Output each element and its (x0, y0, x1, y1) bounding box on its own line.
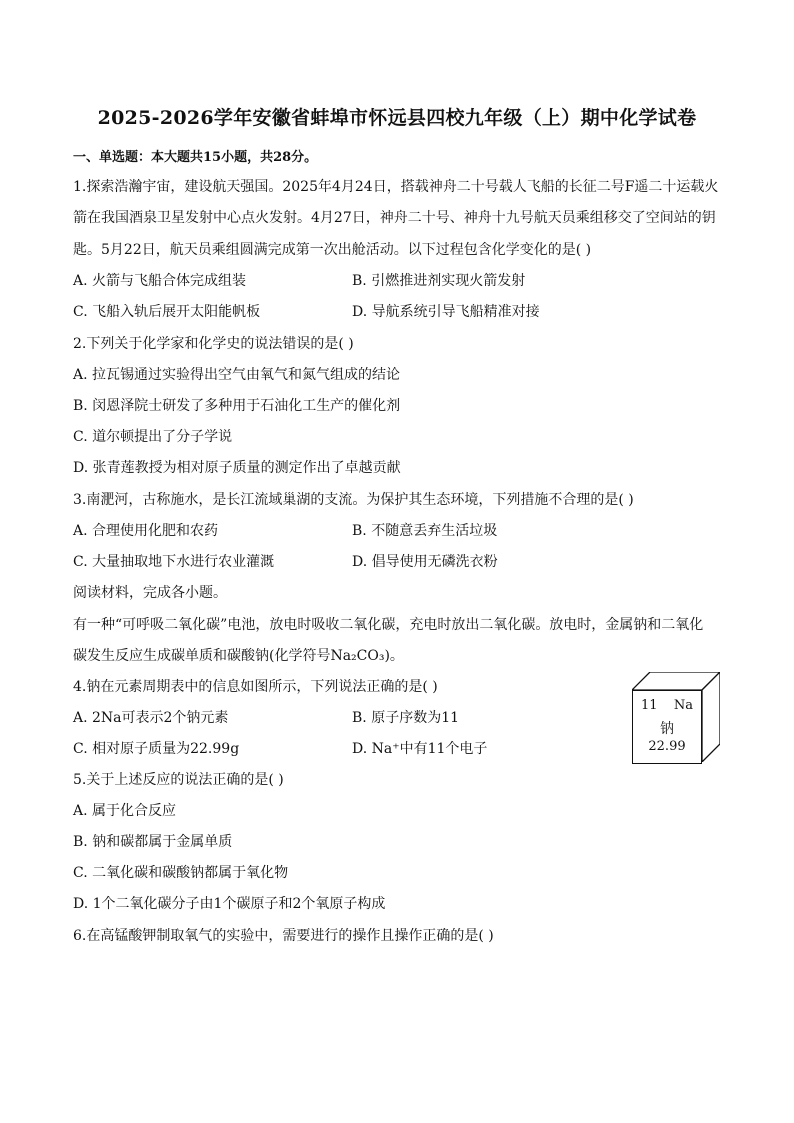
question-line: C. 大量抽取地下水进行农业灌溉 (73, 554, 275, 570)
question-line: 阅读材料，完成各小题。 (73, 585, 227, 601)
question-line: 有一种“可呼吸二氧化碳”电池，放电时吸收二氧化碳，充电时放出二氧化碳。放电时，金属钠和二氧化 (73, 617, 704, 633)
question-line: 3.南淝河，古称施水，是长江流域巢湖的支流。为保护其生态环境，下列措施不合理的是( ) (73, 492, 634, 508)
atomic-mass: 22.99 (648, 739, 686, 754)
exam-title: 2025-2026学年安徽省蚌埠市怀远县四校九年级（上）期中化学试卷 (97, 107, 697, 129)
question-line: 箭在我国酒泉卫星发射中心点火发射。4月27日，神舟二十号、神舟十九号航天员乘组移交了空间站的钥 (73, 210, 716, 226)
element-name: 钠 (660, 721, 674, 737)
question-line: A. 合理使用化肥和农药 (73, 523, 219, 539)
element-symbol: Na (673, 698, 693, 713)
question-line: C. 飞船入轨后展开太阳能帆板 (73, 304, 261, 320)
question-line: C. 相对原子质量为22.99g (73, 741, 240, 757)
question-line: D. 倡导使用无磷洗衣粉 (352, 554, 498, 570)
question-line: B. 引燃推进剂实现火箭发射 (352, 273, 526, 289)
question-line: D. 1个二氧化碳分子由1个碳原子和2个氧原子构成 (73, 896, 386, 912)
section-heading: 一、单选题：本大题共15小题，共28分。 (73, 150, 318, 165)
question-line: B. 原子序数为11 (352, 710, 460, 726)
question-line: C. 道尔顿提出了分子学说 (73, 429, 233, 445)
question-line: 1.探索浩瀚宇宙，建设航天强国。2025年4月24日，搭载神舟二十号载人飞船的长征二号F遥二十运载火 (73, 179, 719, 195)
question-line: D. Na⁺中有11个电子 (352, 741, 488, 757)
question-line: 5.关于上述反应的说法正确的是( ) (73, 772, 284, 788)
question-line: A. 火箭与飞船合体完成组装 (73, 273, 247, 289)
question-line: 匙。5月22日，航天员乘组圆满完成第一次出舱活动。以下过程包含化学变化的是( ) (73, 242, 592, 258)
question-line: A. 拉瓦锡通过实验得出空气由氧气和氮气组成的结论 (73, 367, 401, 383)
question-line: 2.下列关于化学家和化学史的说法错误的是( ) (73, 336, 354, 352)
question-line: C. 二氧化碳和碳酸钠都属于氧化物 (73, 865, 289, 881)
question-line: A. 属于化合反应 (73, 803, 177, 819)
question-line: 6.在高锰酸钾制取氧气的实验中，需要进行的操作且操作正确的是( ) (73, 928, 494, 944)
question-line: 4.钠在元素周期表中的信息如图所示，下列说法正确的是( ) (73, 679, 438, 695)
question-line: A. 2Na可表示2个钠元素 (73, 710, 229, 726)
atomic-number: 11 (641, 698, 658, 713)
question-line: B. 钠和碳都属于金属单质 (73, 834, 233, 850)
question-line: B. 闵恩泽院士研发了多种用于石油化工生产的催化剂 (73, 398, 401, 414)
question-line: B. 不随意丢弃生活垃圾 (352, 523, 498, 539)
question-line: 碳发生反应生成碳单质和碳酸钠(化学符号Na₂CO₃)。 (73, 648, 404, 664)
question-line: D. 导航系统引导飞船精准对接 (352, 304, 540, 320)
question-line: D. 张青莲教授为相对原子质量的测定作出了卓越贡献 (73, 460, 401, 476)
element-cell-sodium (632, 690, 702, 764)
